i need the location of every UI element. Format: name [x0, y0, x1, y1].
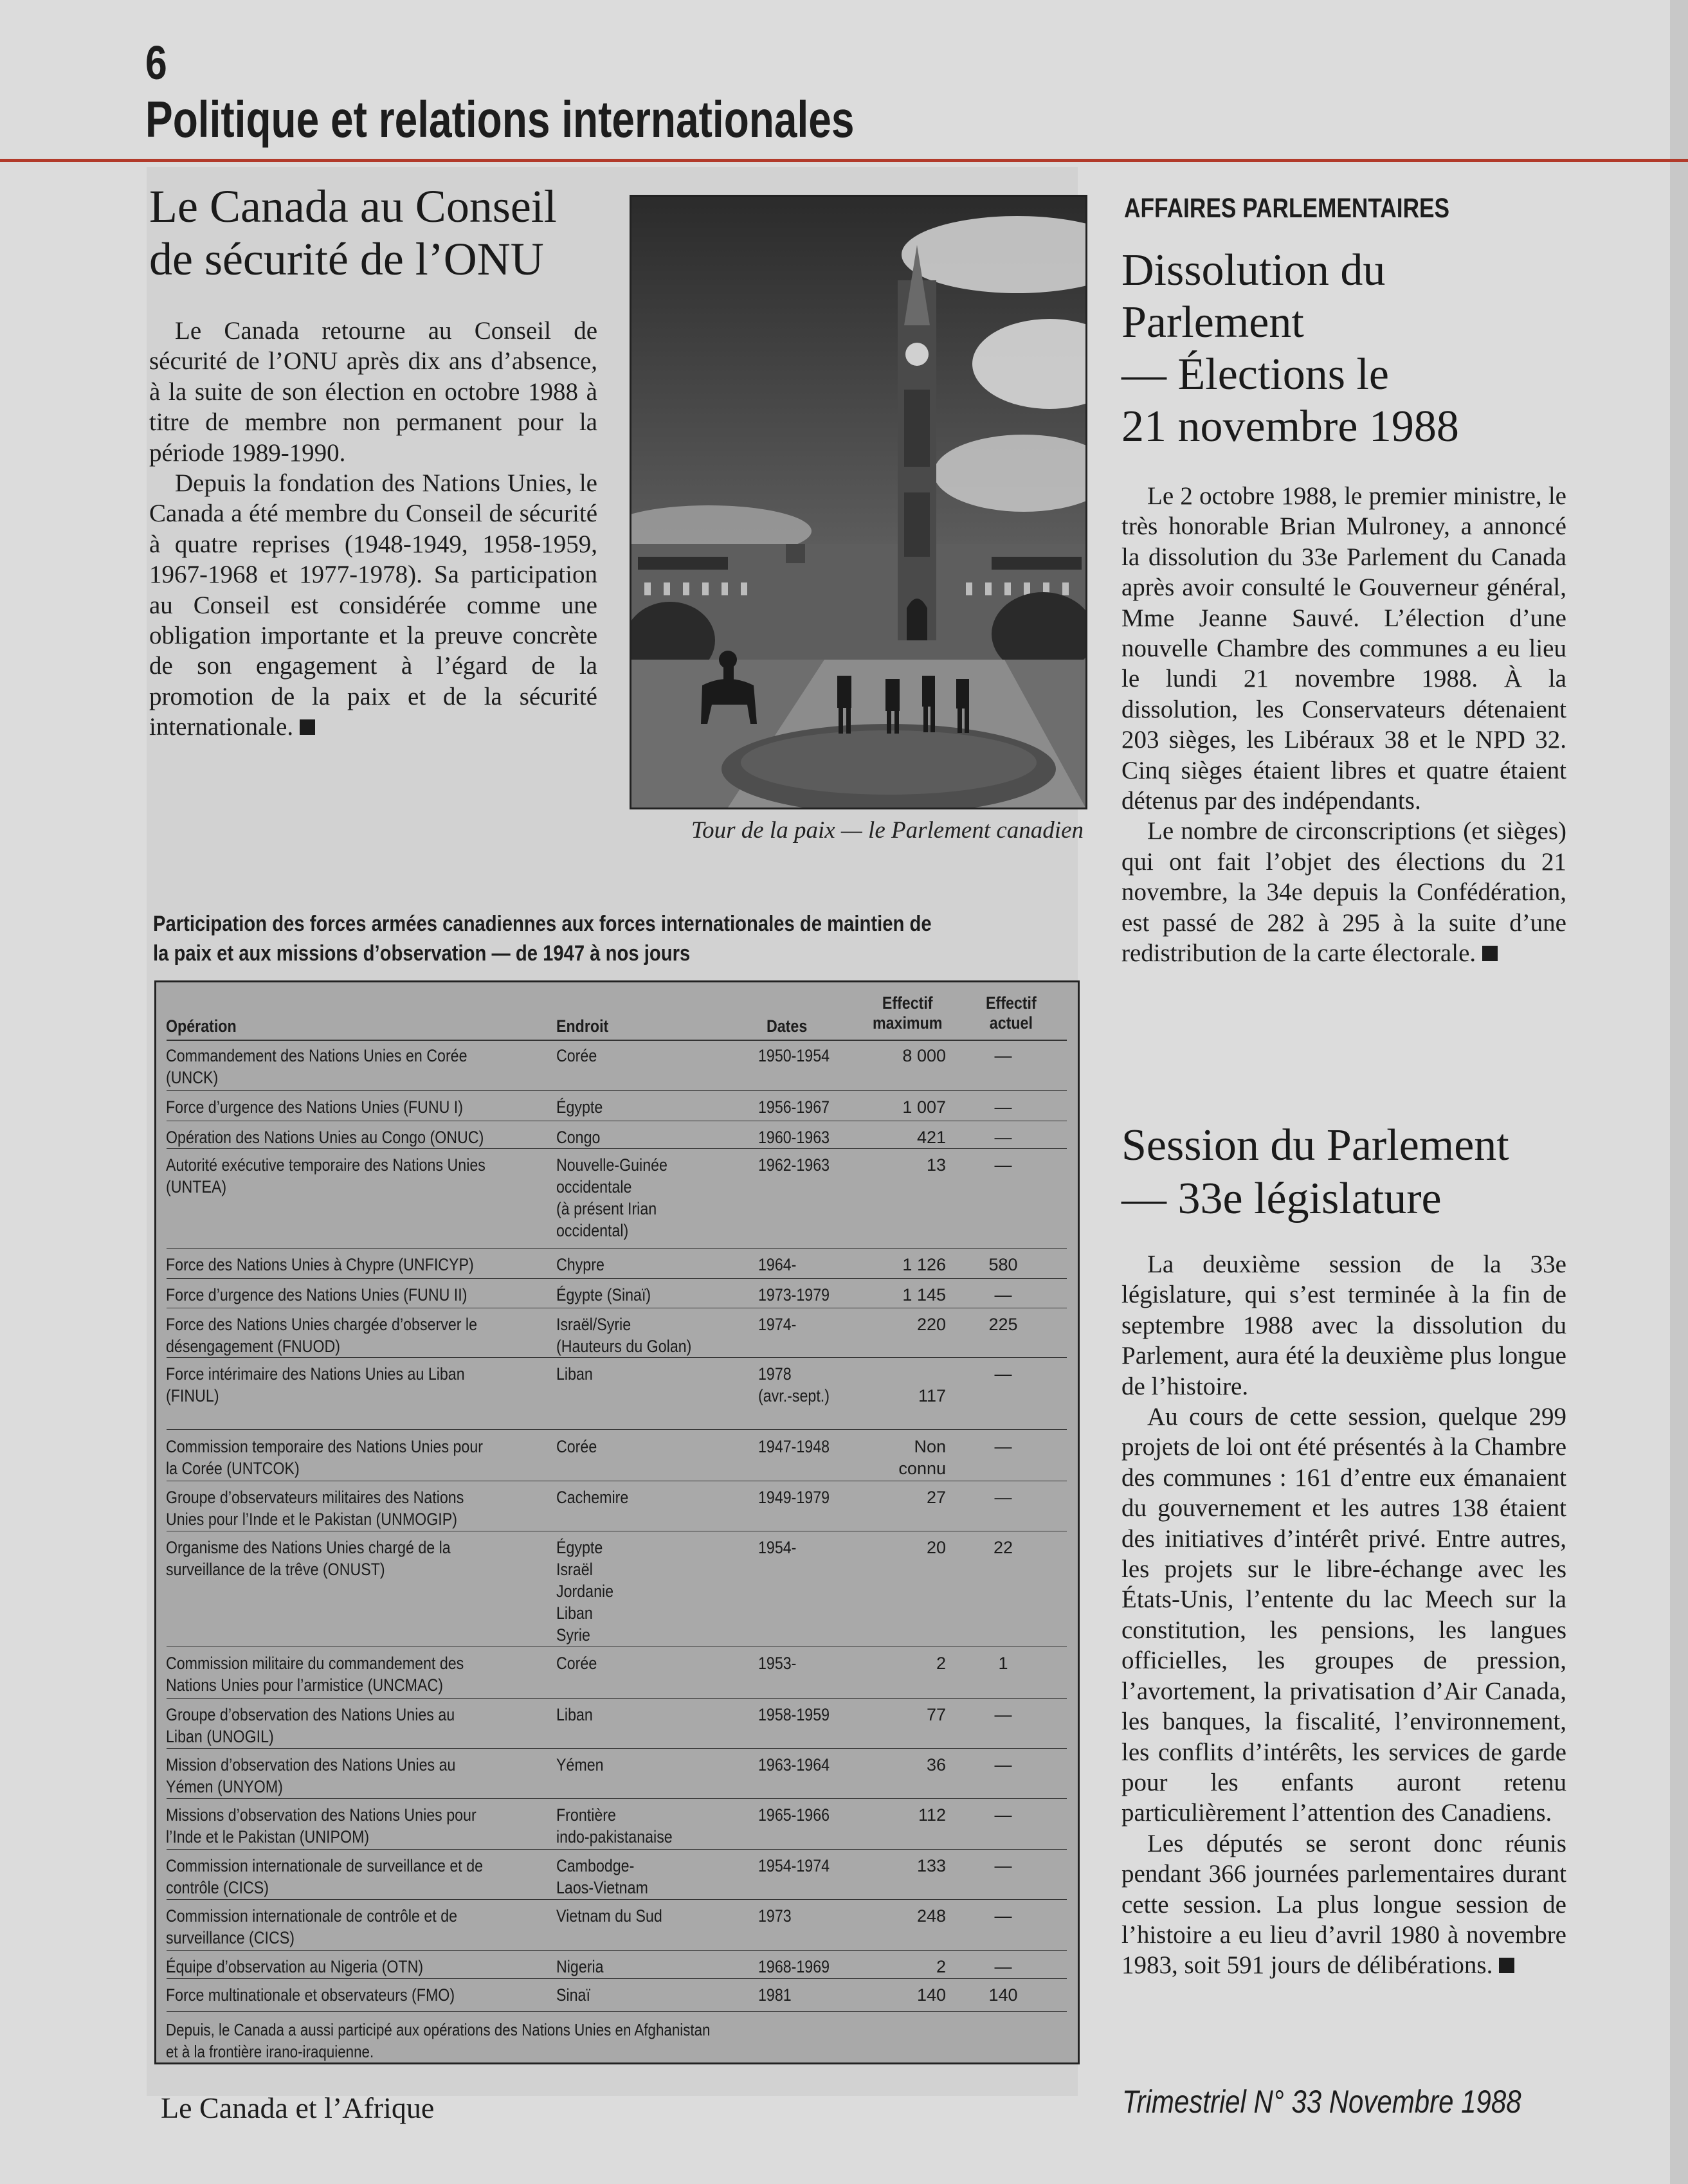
table-row-rule: [167, 1090, 1067, 1091]
table-cell-dates: 1962-1963: [758, 1155, 830, 1175]
table-cell-operation: Mission d’observation des Nations Unies au Yémen (UNYOM): [166, 1755, 456, 1796]
dissolution-body: [1121, 481, 1566, 969]
table-cell-location: Liban: [556, 1705, 593, 1724]
table-cell-operation: Groupe d’observateurs militaires des Nations Unies pour l’Inde et le Pakistan (UNMOGIP): [166, 1488, 464, 1529]
table-cell-location: Nigeria: [556, 1957, 604, 1976]
table-cell-operation: Opération des Nations Unies au Congo (ONUC): [166, 1128, 484, 1147]
column-header-dates: Dates: [767, 1016, 808, 1036]
table-cell-current: —: [994, 1128, 1012, 1147]
table-cell-location: Corée: [556, 1437, 597, 1456]
table-cell-location: Vietnam du Sud: [556, 1906, 662, 1926]
table-cell-location: Cambodge- Laos-Vietnam: [556, 1856, 648, 1897]
session-title-line: — 33e législature: [1121, 1174, 1442, 1223]
session-paragraph: Au cours de cette session, quelque 299 projets de loi ont été présentés à la Chambre des communes : 161 d’entre eux émanaient du gouvernement et les autres 138 étaient des initiatives d’intérêt privé. Entre autres, les projets sur le libre-échange avec les États-Unis, l’entente du lac Meech sur la constitution, les pensions, les langues officielles, les groupes de pression, l’avortement, la privatisation d’Air Canada, les banques, la fiscalité, l’environnement, les conflits d’intérêts, les services de garde pour les enfants auront retenu particulièrement l’attention des Canadiens.: [1121, 1403, 1566, 1827]
dissolution-title-line: 21 novembre 1988: [1121, 402, 1459, 451]
session-title-line: Session du Parlement: [1121, 1121, 1509, 1170]
table-title: Participation des forces armées canadiennes aux forces internationales de maintien de la paix et aux missions d’observation — de 1947 à nos jours: [153, 912, 932, 966]
table-cell-max: 140: [916, 1985, 946, 2005]
page-number: 6: [145, 36, 167, 89]
table-cell-location: Liban: [556, 1364, 593, 1384]
section-title: Politique et relations internationales: [145, 91, 855, 148]
table-cell-current: —: [994, 1437, 1012, 1456]
session-paragraph-text: Les députés se seront donc réunis pendant 366 journées parlementaires durant cette session. La plus longue session de l’histoire a eu lieu d’avril 1980 à novembre 1983, soit 591 jours de délibérations.: [1121, 1829, 1566, 1980]
table-cell-dates: 1954-: [758, 1538, 797, 1557]
table-row-rule: [167, 1798, 1067, 1799]
header-rule: [0, 159, 1688, 162]
table-cell-operation: Force des Nations Unies chargée d’observer le désengagement (FNUOD): [166, 1315, 477, 1356]
session-title: [1121, 1119, 1572, 1225]
table-cell-max: 133: [916, 1856, 946, 1875]
table-cell-dates: 1965-1966: [758, 1805, 830, 1825]
un-article-paragraph: Le Canada retourne au Conseil de sécurité de l’ONU après dix ans d’absence, à la suite de son élection en octobre 1988 à titre de membre non permanent pour la période 1989-1990.: [149, 317, 597, 467]
table-cell-max: 1 145: [902, 1285, 946, 1304]
column-header-location: Endroit: [556, 1016, 609, 1036]
section-kicker: AFFAIRES PARLEMENTAIRES: [1124, 193, 1450, 224]
peacekeeping-table: [154, 980, 1080, 2064]
table-cell-max: 1 126: [902, 1255, 946, 1274]
table-cell-current: 580: [988, 1255, 1018, 1274]
column-header-current: Effectif actuel: [986, 993, 1037, 1033]
table-cell-dates: 1978 (avr.-sept.): [758, 1364, 830, 1405]
table-cell-location: Israël/Syrie (Hauteurs du Golan): [556, 1315, 692, 1356]
table-cell-operation: Force multinationale et observateurs (FMO): [166, 1985, 455, 2005]
table-cell-operation: Commission temporaire des Nations Unies pour la Corée (UNTCOK): [166, 1437, 483, 1478]
table-cell-dates: 1964-: [758, 1255, 797, 1274]
end-mark-icon: [1482, 946, 1498, 961]
footer-issue: Trimestriel N° 33 Novembre 1988: [1122, 2084, 1521, 2120]
table-cell-max: 117: [918, 1386, 946, 1405]
table-cell-max: Non connu: [898, 1437, 946, 1478]
table-row-rule: [167, 2011, 1067, 2012]
table-cell-location: Corée: [556, 1046, 597, 1065]
end-mark-icon: [300, 719, 315, 735]
table-cell-dates: 1973-1979: [758, 1285, 830, 1304]
table-cell-max: 36: [926, 1755, 946, 1774]
table-cell-dates: 1947-1948: [758, 1437, 830, 1456]
peace-tower-illustration: [631, 197, 1085, 808]
page-edge: [1670, 0, 1688, 2184]
table-cell-dates: 1953-: [758, 1654, 797, 1673]
table-cell-current: 22: [993, 1538, 1013, 1557]
table-cell-max: 421: [916, 1128, 946, 1147]
table-cell-location: Égypte: [556, 1097, 603, 1117]
table-cell-max: 13: [926, 1155, 946, 1175]
table-cell-current: 225: [988, 1315, 1018, 1334]
table-row-rule: [167, 1748, 1067, 1749]
table-cell-operation: Commission militaire du commandement des Nations Unies pour l’armistice (UNCMAC): [166, 1654, 464, 1695]
table-cell-operation: Force intérimaire des Nations Unies au Liban (FINUL): [166, 1364, 465, 1405]
table-cell-max: 2: [936, 1957, 946, 1976]
table-cell-location: Congo: [556, 1128, 601, 1147]
table-cell-operation: Force d’urgence des Nations Unies (FUNU II): [166, 1285, 467, 1304]
column-header-operation: Opération: [166, 1016, 237, 1036]
table-cell-operation: Groupe d’observation des Nations Unies au Liban (UNOGIL): [166, 1705, 455, 1746]
table-cell-dates: 1954-1974: [758, 1856, 830, 1875]
table-cell-current: —: [994, 1957, 1012, 1976]
column-header-max: Effectif maximum: [873, 993, 943, 1033]
table-cell-location: Frontière indo-pakistanaise: [556, 1805, 673, 1846]
table-footnote: Depuis, le Canada a aussi participé aux opérations des Nations Unies en Afghanistan et à la frontière irano-iraquienne.: [166, 2020, 711, 2061]
table-header-rule: [167, 1040, 1067, 1041]
table-cell-current: —: [994, 1046, 1012, 1065]
photo-caption: Tour de la paix — le Parlement canadien: [691, 817, 1084, 844]
table-cell-operation: Commandement des Nations Unies en Corée (UNCK): [166, 1046, 467, 1087]
table-cell-operation: Force d’urgence des Nations Unies (FUNU I): [166, 1097, 463, 1117]
table-cell-location: Égypte Israël Jordanie Liban Syrie: [556, 1538, 614, 1645]
table-cell-operation: Force des Nations Unies à Chypre (UNFICYP): [166, 1255, 474, 1274]
table-cell-operation: Commission internationale de surveillance et de contrôle (CICS): [166, 1856, 484, 1897]
dissolution-title: [1121, 244, 1507, 453]
table-row-rule: [167, 1978, 1067, 1979]
table-cell-operation: Équipe d’observation au Nigeria (OTN): [166, 1957, 424, 1976]
table-cell-current: 1: [998, 1654, 1008, 1673]
table-cell-current: —: [994, 1705, 1012, 1724]
table-cell-max: 27: [926, 1488, 946, 1507]
table-cell-current: —: [994, 1364, 1012, 1384]
table-cell-dates: 1981: [758, 1985, 792, 2005]
table-cell-location: Yémen: [556, 1755, 604, 1774]
table-cell-location: Égypte (Sinaï): [556, 1285, 651, 1304]
table-row-rule: [167, 1148, 1067, 1149]
table-cell-dates: 1950-1954: [758, 1046, 830, 1065]
session-paragraph: La deuxième session de la 33e législature, qui s’est terminée à la fin de septembre 1988 avec la dissolution du Parlement, aura été la deuxième plus longue de l’histoire.: [1121, 1250, 1566, 1400]
table-cell-max: 77: [926, 1705, 946, 1724]
un-article-title-line: Le Canada au Conseil: [149, 181, 557, 232]
table-cell-operation: Missions d’observation des Nations Unies pour l’Inde et le Pakistan (UNIPOM): [166, 1805, 476, 1846]
table-cell-current: 140: [988, 1985, 1018, 2005]
table-cell-operation: Autorité exécutive temporaire des Nations Unies (UNTEA): [166, 1155, 486, 1196]
table-cell-location: Nouvelle-Guinée occidentale (à présent Irian occidental): [556, 1155, 667, 1240]
end-mark-icon: [1499, 1958, 1514, 1973]
table-cell-max: 20: [926, 1538, 946, 1557]
peace-tower-photo: [630, 195, 1087, 809]
table-cell-current: —: [994, 1755, 1012, 1774]
dissolution-title-line: — Élections le: [1121, 350, 1390, 399]
dissolution-paragraph-text: Le nombre de circonscriptions (et sièges) qui ont fait l’objet des élections du 21 novembre, la 34e depuis la Confédération, est passé de 282 à 295 à la suite d’une redistribution de la carte électorale.: [1121, 817, 1566, 968]
table-cell-location: Cachemire: [556, 1488, 629, 1507]
table-cell-max: 112: [918, 1805, 946, 1825]
table-cell-current: —: [994, 1285, 1012, 1304]
dissolution-paragraph: [1121, 816, 1566, 968]
table-cell-location: Corée: [556, 1654, 597, 1673]
table-row-rule: [167, 1698, 1067, 1699]
table-cell-max: 220: [916, 1315, 946, 1334]
table-row-rule: [167, 1950, 1067, 1951]
table-row-rule: [167, 1849, 1067, 1850]
table-cell-current: —: [994, 1906, 1012, 1926]
table-cell-max: 8 000: [902, 1046, 946, 1065]
table-row-rule: [167, 1357, 1067, 1358]
table-row-rule: [167, 1278, 1067, 1279]
table-row-rule: [167, 1248, 1067, 1249]
table-cell-location: Chypre: [556, 1255, 604, 1274]
un-article-paragraph: [149, 468, 597, 743]
footer-publication: Le Canada et l’Afrique: [161, 2091, 435, 2124]
table-cell-current: —: [994, 1805, 1012, 1825]
dissolution-paragraph: Le 2 octobre 1988, le premier ministre, le très honorable Brian Mulroney, a annoncé la dissolution du 33e Parlement du Canada après avoir consulté le Gouverneur général, Mme Jeanne Sauvé. L’élection d’une nouvelle Chambre des communes a eu lieu le lundi 21 novembre 1988. À la dissolution, les Conservateurs détenaient 203 sièges, les Libéraux 38 et le NPD 32. Cinq sièges étaient libres et quatre étaient détenus par des indépendants.: [1121, 482, 1566, 815]
session-paragraph: [1121, 1828, 1566, 1981]
table-cell-dates: 1960-1963: [758, 1128, 830, 1147]
table-cell-operation: Organisme des Nations Unies chargé de la surveillance de la trêve (ONUST): [166, 1538, 451, 1579]
table-cell-max: 1 007: [902, 1097, 946, 1117]
table-cell-max: 2: [936, 1654, 946, 1673]
dissolution-title-line: Dissolution du: [1121, 246, 1386, 295]
table-cell-current: —: [994, 1488, 1012, 1507]
table-cell-dates: 1974-: [758, 1315, 797, 1334]
table-row-rule: [167, 1899, 1067, 1900]
table-cell-current: —: [994, 1856, 1012, 1875]
table-cell-dates: 1968-1969: [758, 1957, 830, 1976]
table-cell-max: 248: [916, 1906, 946, 1926]
table-cell-operation: Commission internationale de contrôle et de surveillance (CICS): [166, 1906, 458, 1947]
table-cell-dates: 1958-1959: [758, 1705, 830, 1724]
table-cell-location: Sinaï: [556, 1985, 590, 2005]
session-body: [1121, 1249, 1566, 1981]
un-article-title-line: de sécurité de l’ONU: [149, 233, 544, 285]
table-cell-dates: 1949-1979: [758, 1488, 830, 1507]
table-cell-dates: 1963-1964: [758, 1755, 830, 1774]
table-cell-current: —: [994, 1097, 1012, 1117]
un-article-paragraph-text: Depuis la fondation des Nations Unies, le Canada a été membre du Conseil de sécurité à quatre reprises (1948-1949, 1958-1959, 1967-1968 et 1977-1978). Sa participation au Conseil est considérée comme une obligation importante et la preuve concrète de son engagement à l’égard de la promotion de la paix et de la sécurité internationale.: [149, 469, 597, 741]
table-cell-dates: 1956-1967: [758, 1097, 830, 1117]
un-article-title: [149, 180, 612, 285]
un-article-body: [149, 316, 597, 743]
dissolution-title-line: Parlement: [1121, 298, 1304, 347]
table-row-rule: [167, 1429, 1067, 1430]
table-cell-current: —: [994, 1155, 1012, 1175]
table-cell-dates: 1973: [758, 1906, 792, 1926]
